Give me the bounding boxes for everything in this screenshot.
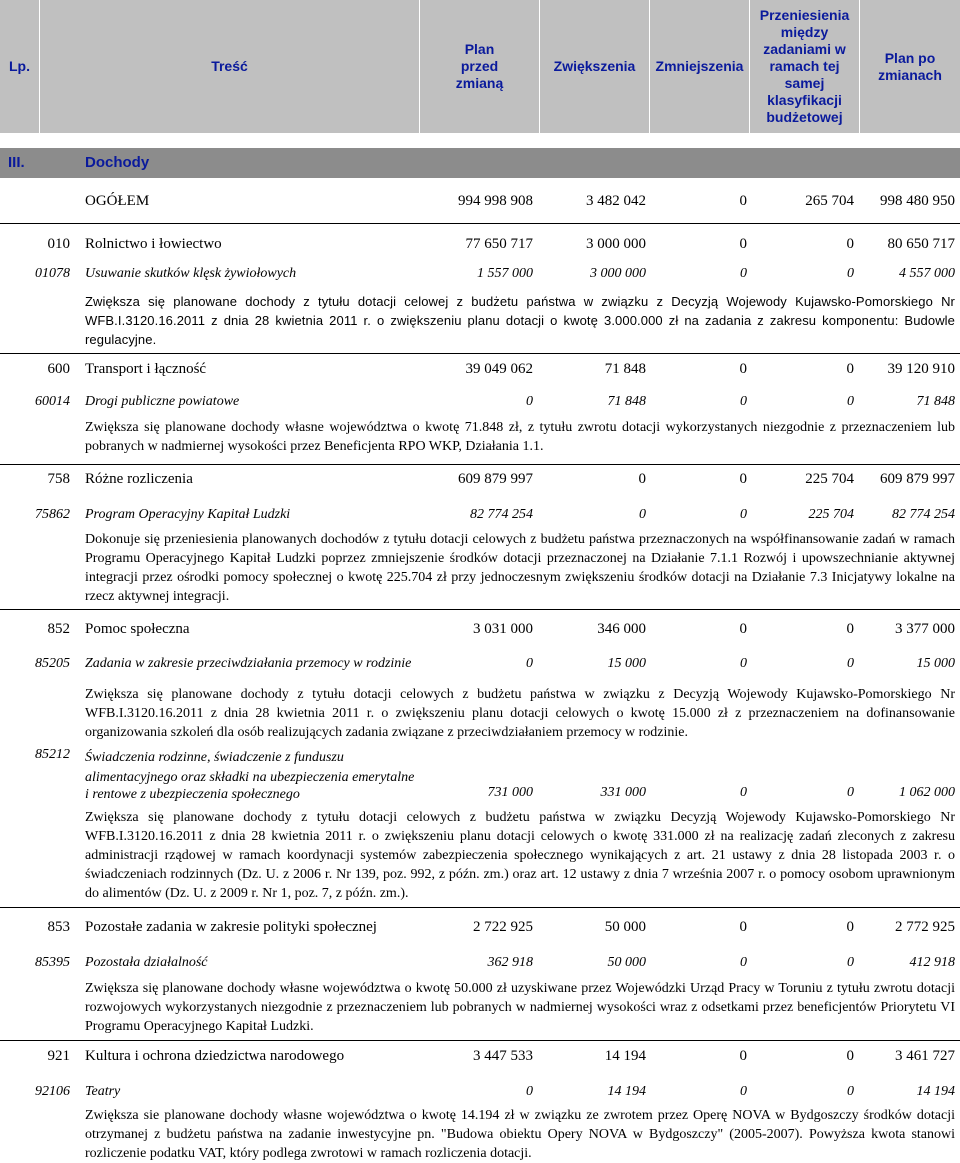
divider [0,464,960,465]
table-row [0,1048,960,1068]
row-zmniejszenia: 0 [739,361,747,377]
note-01078: Zwiększa się planowane dochody z tytułu dotacji celowej z budżetu państwa w związku z Decyzją Wojewody Kujawsko-Pomorskiego Nr WFB.I.3120.16.2011 z dnia 28 kwietnia 2011 r. o zwiększeniu planu dotacji o kwotę 3.000.000 zł na zadania z zakresu komponentu: Budowle regulacyjne. [85,294,955,347]
row-zwiekszenia: 50 000 [604,919,646,935]
row-przeniesienia: 225 704 [805,471,854,487]
table-row [0,193,960,213]
row-name: Usuwanie skutków klęsk żywiołowych [85,266,297,281]
row-code: 600 [47,361,70,377]
row-name: OGÓŁEM [85,193,150,209]
row-zmniejszenia: 0 [740,394,747,409]
row-name: Transport i łączność [85,361,207,377]
row-name-line: alimentacyjnego oraz składki na ubezpieczenia emerytalne [85,770,415,785]
table-row [0,621,960,641]
row-zwiekszenia: 14 194 [607,1084,646,1099]
row-name: Różne rozliczenia [85,471,193,487]
divider [0,907,960,908]
row-zwiekszenia: 346 000 [597,621,646,637]
table-row [0,236,960,256]
row-zwiekszenia: 71 848 [607,394,646,409]
divider [0,609,960,610]
header-plan-po: Plan po zmianach [878,49,942,83]
row-plan-przed: 731 000 [487,785,533,800]
row-zwiekszenia: 3 000 000 [590,266,646,281]
row-plan-po: 4 557 000 [899,266,955,281]
row-name: Drogi publiczne powiatowe [85,394,240,409]
row-code: 01078 [35,266,70,281]
row-plan-po: 3 461 727 [895,1048,955,1064]
row-plan-przed: 3 031 000 [473,621,533,637]
row-przeniesienia: 0 [846,1048,854,1064]
row-plan-przed: 0 [526,394,533,409]
row-plan-przed: 609 879 997 [458,471,533,487]
row-zmniejszenia: 0 [739,236,747,252]
row-zmniejszenia: 0 [739,621,747,637]
divider [0,353,960,354]
row-code: 010 [47,236,70,252]
table-row [0,266,960,286]
row-plan-przed: 82 774 254 [470,507,533,522]
row-zmniejszenia: 0 [740,955,747,970]
row-zwiekszenia: 331 000 [600,785,646,800]
note-85395: Zwiększa się planowane dochody własne województwa o kwotę 50.000 zł uzyskiwane przez Wojewódzki Urząd Pracy w Toruniu z tytułu zwrotu dotacji rozwojowych wykorzystanych niezgodnie z przeznaczeniem lub pobranych w nadmiernej wysokości wraz z odsetkami przez beneficjentów Priorytetu VI Programu Operacyjnego Kapitał Ludzki. [85,981,955,1034]
header-lp: Lp. [0,0,40,133]
row-name: Kultura i ochrona dziedzictwa narodowego [85,1048,345,1064]
row-zwiekszenia: 14 194 [604,1048,646,1064]
row-zmniejszenia: 0 [740,785,747,800]
row-zmniejszenia: 0 [739,919,747,935]
row-przeniesienia: 0 [847,1084,854,1099]
row-przeniesienia: 0 [847,955,854,970]
row-plan-po: 71 848 [916,394,955,409]
row-przeniesienia: 0 [847,656,854,671]
divider [0,1040,960,1041]
row-plan-po: 1 062 000 [899,785,955,800]
header-zmniejszenia: Zmniejszenia [650,0,750,133]
note-85212: Zwiększa się planowane dochody z tytułu dotacji celowych z budżetu państwa w związku Decyzją Wojewody Kujawsko-Pomorskiego Nr WFB.I.3120.16.2011 z dnia 28 kwietnia 2011 r. o zwiększeniu planu dotacji celowych o kwotę 331.000 zł na realizację zadań zleconych z zakresu administracji rządowej w ramach koordynacji systemów zabezpieczenia społecznego wynikających z art. 21 ustawy z dnia 28 listopada 2003 r. o świadczeniach rodzinnych (Dz. U. z 2006 r. Nr 139, poz. 992, z późn. zm.) oraz art. 12 ustawy z dnia 7 września 2007 r. o pomocy osobom uprawnionym do alimentów (Dz. U. z 2009 r. Nr 1, poz. 7, z późn. zm.). [85,810,955,901]
row-code: 85212 [35,747,70,762]
row-plan-po: 15 000 [916,656,955,671]
row-plan-po: 80 650 717 [887,236,955,252]
row-plan-przed: 994 998 908 [458,193,533,209]
row-code: 852 [47,621,70,637]
row-plan-przed: 362 918 [487,955,533,970]
header-przeniesienia: Przeniesienia między zadaniami w ramach tej samej klasyfikacji budżetowej [750,0,860,133]
table-row [0,471,960,491]
row-przeniesienia: 0 [847,394,854,409]
row-przeniesienia: 0 [847,785,854,800]
row-zwiekszenia: 71 848 [604,361,646,377]
row-zwiekszenia: 3 000 000 [586,236,646,252]
header-tresc: Treść [40,0,420,133]
note-60014: Zwiększa się planowane dochody własne województwa o kwotę 71.848 zł, z tytułu zwrotu dotacji wykorzystanych niezgodnie z przeznaczeniem lub pobranych w nadmiernej wysokości przez Beneficjenta RPO WKP, Działania 1.1. [85,420,955,454]
row-zmniejszenia: 0 [740,656,747,671]
row-przeniesienia: 0 [846,361,854,377]
row-name-line: i rentowe z ubezpieczenia społecznego [85,787,300,802]
note-75862: Dokonuje się przeniesienia planowanych dochodów z tytułu dotacji celowych z budżetu państwa przeznaczonych na współfinansowanie zadań w ramach Programu Operacyjnego Kapitał Ludzki poprzez zmniejszenie środków dotacji przeznaczonej na Działanie 7.1.1 Rozwój i upowszechnianie aktywnej integracji przez ośrodki pomocy społecznej o kwotę 225.704 zł przy jednoczesnym zwiększeniu środków dotacji na Działanie 7.3 Inicjatywy lokalne na rzecz aktywnej integracji. [85,532,955,604]
row-zmniejszenia: 0 [739,193,747,209]
row-zwiekszenia: 15 000 [607,656,646,671]
row-name: Teatry [85,1084,121,1099]
row-code: 921 [47,1048,70,1064]
row-zmniejszenia: 0 [739,471,747,487]
note-92106: Zwiększa sie planowane dochody własne województwa o kwotę 14.194 zł w związku ze zwrotem przez Operę NOVA w Bydgoszczy środków dotacji otrzymanej z budżetu państwa na zadanie inwestycyjne pn. "Budowa obiektu Opery NOVA w Bydgoszczy" (2005-2007). Powyższa kwota stanowi rozliczenie podatku VAT, który podlega zwrotowi w ramach rozliczenia dotacji. [85,1108,955,1161]
row-zwiekszenia: 50 000 [607,955,646,970]
row-name: Pozostałe zadania w zakresie polityki społecznej [85,919,377,935]
table-row [0,1084,960,1104]
row-plan-przed: 0 [526,656,533,671]
row-name: Rolnictwo i łowiectwo [85,236,222,252]
table-row [0,394,960,414]
table-row [0,785,960,805]
row-zmniejszenia: 0 [739,1048,747,1064]
row-code: 853 [47,919,70,935]
table-header [0,0,960,133]
row-name: Pozostała działalność [85,955,208,970]
row-przeniesienia: 265 704 [805,193,854,209]
row-plan-po: 998 480 950 [880,193,955,209]
table-row [0,656,960,676]
row-plan-przed: 77 650 717 [465,236,533,252]
row-code: 75862 [35,507,70,522]
row-plan-przed: 2 722 925 [473,919,533,935]
row-zwiekszenia: 0 [639,507,646,522]
row-code: 92106 [35,1084,70,1099]
row-plan-przed: 39 049 062 [465,361,533,377]
row-plan-po: 82 774 254 [892,507,955,522]
section-header [0,148,960,178]
note-85205: Zwiększa się planowane dochody z tytułu dotacji celowych z budżetu państwa w związku z Decyzją Wojewody Kujawsko-Pomorskiego Nr WFB.I.3120.16.2011 z dnia 28 kwietnia 2011 r. o zwiększeniu planu dotacji celowych o kwotę 15.000 zł z przeznaczeniem na dofinansowanie organizowania szkoleń dla osób realizujących zadania związane z przeciwdziałaniem przemocy w rodzinie. [85,687,955,740]
row-plan-przed: 0 [526,1084,533,1099]
row-zwiekszenia: 3 482 042 [586,193,646,209]
row-przeniesienia: 0 [846,919,854,935]
row-plan-przed: 3 447 533 [473,1048,533,1064]
table-row [0,361,960,381]
row-przeniesienia: 0 [847,266,854,281]
row-code: 85205 [35,656,70,671]
row-plan-przed: 1 557 000 [477,266,533,281]
row-przeniesienia: 0 [846,236,854,252]
row-plan-po: 3 377 000 [895,621,955,637]
section-name: Dochody [85,154,150,171]
row-zmniejszenia: 0 [740,266,747,281]
row-zmniejszenia: 0 [740,507,747,522]
row-plan-po: 39 120 910 [887,361,955,377]
row-zwiekszenia: 0 [638,471,646,487]
row-zmniejszenia: 0 [740,1084,747,1099]
header-plan-przed: Plan przed zmianą [420,0,540,133]
row-code: 60014 [35,394,70,409]
row-name: Pomoc społeczna [85,621,190,637]
row-plan-po: 412 918 [909,955,955,970]
table-row [0,955,960,975]
table-row [0,919,960,939]
row-przeniesienia: 0 [846,621,854,637]
row-code: 85395 [35,955,70,970]
row-przeniesienia: 225 704 [808,507,854,522]
row-name: Program Operacyjny Kapitał Ludzki [85,507,291,522]
section-lp: III. [8,154,25,171]
row-name: Zadania w zakresie przeciwdziałania przemocy w rodzinie [85,656,412,671]
row-plan-po: 2 772 925 [895,919,955,935]
row-plan-po: 14 194 [916,1084,955,1099]
row-name-line: Świadczenia rodzinne, świadczenie z funduszu [85,750,344,765]
table-row [0,507,960,527]
header-zwiekszenia: Zwiększenia [540,0,650,133]
divider [0,223,960,224]
row-plan-po: 609 879 997 [880,471,955,487]
row-code: 758 [47,471,70,487]
